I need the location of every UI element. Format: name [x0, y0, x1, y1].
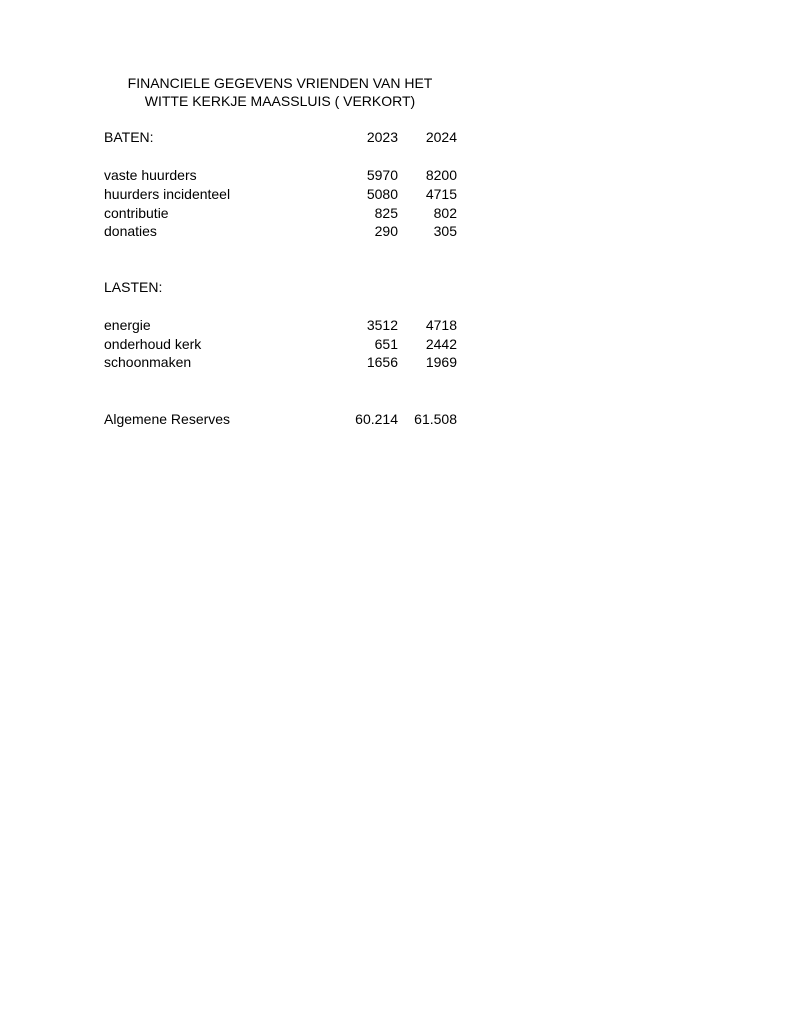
- lasten-header: LASTEN:: [104, 279, 163, 295]
- row-value-2023: 5970: [366, 167, 398, 183]
- row-value-2023: 290: [374, 223, 398, 239]
- row-value-2024: 305: [433, 223, 457, 239]
- row-label: huurders incidenteel: [104, 186, 231, 202]
- row-value-2024: 4718: [425, 317, 457, 333]
- row-value-2023: 5080: [366, 186, 398, 202]
- row-value-2024: 1969: [425, 354, 457, 370]
- table-row: [104, 353, 464, 371]
- reserves-row: [104, 410, 464, 428]
- reserves-value-2024: 61.508: [414, 411, 457, 427]
- row-label: contributie: [104, 205, 169, 221]
- document-title: [0, 74, 560, 110]
- table-row: [104, 222, 464, 240]
- table-row: [104, 185, 464, 203]
- reserves-value-2023: 60.214: [355, 411, 398, 427]
- row-label: schoonmaken: [104, 354, 192, 370]
- baten-header-row: [104, 128, 464, 146]
- reserves-label: Algemene Reserves: [104, 411, 231, 427]
- row-value-2023: 3512: [366, 317, 398, 333]
- row-value-2024: 802: [433, 205, 457, 221]
- row-value-2024: 2442: [425, 336, 457, 352]
- row-label: onderhoud kerk: [104, 336, 202, 352]
- baten-header: BATEN:: [104, 129, 154, 145]
- row-value-2024: 4715: [425, 186, 457, 202]
- year-2023-header: 2023: [366, 129, 398, 145]
- table-row: [104, 166, 464, 184]
- row-label: vaste huurders: [104, 167, 197, 183]
- row-value-2023: 825: [374, 205, 398, 221]
- year-2024-header: 2024: [425, 129, 457, 145]
- lasten-header-row: [104, 278, 464, 296]
- row-value-2023: 1656: [366, 354, 398, 370]
- title-line-2: WITTE KERKJE MAASSLUIS ( VERKORT): [144, 93, 416, 109]
- row-value-2024: 8200: [425, 167, 457, 183]
- row-value-2023: 651: [374, 336, 398, 352]
- row-label: energie: [104, 317, 151, 333]
- table-row: [104, 316, 464, 334]
- table-row: [104, 204, 464, 222]
- title-line-1: FINANCIELE GEGEVENS VRIENDEN VAN HET: [127, 75, 433, 91]
- row-label: donaties: [104, 223, 157, 239]
- table-row: [104, 335, 464, 353]
